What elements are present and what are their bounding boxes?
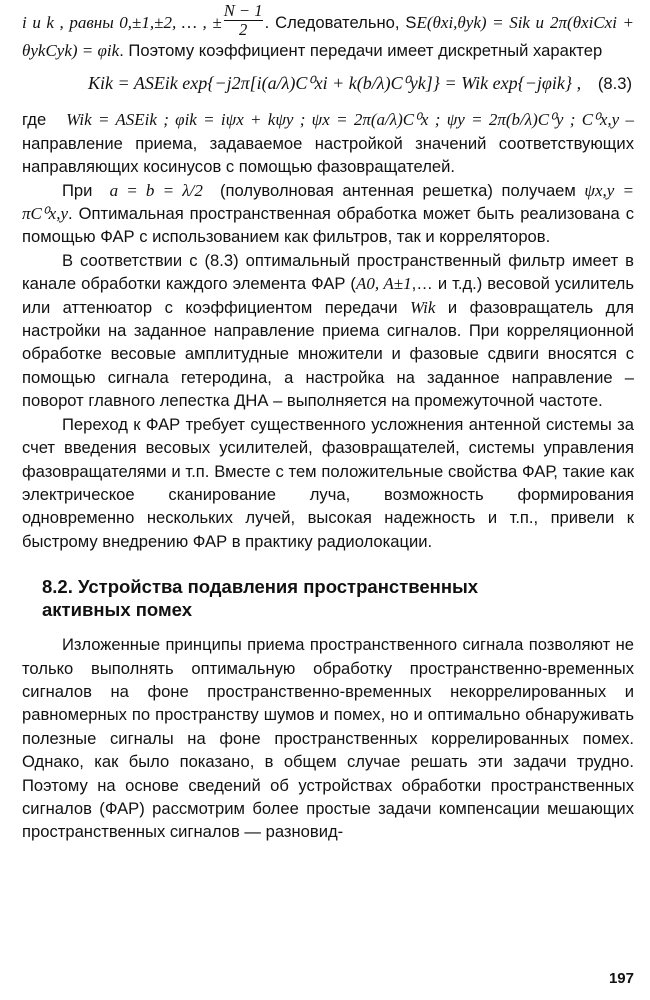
paragraph-where [22, 108, 634, 178]
fraction-denominator: 2 [224, 20, 263, 39]
paragraph-text: . Поэтому коэффициент передачи имеет дискретный характер [119, 41, 603, 60]
paragraph-accordance [22, 249, 634, 413]
accordance-math-1: A0, A±1 [355, 274, 412, 294]
paragraph-text: . Следовательно, S [264, 12, 417, 32]
paragraph-indices [22, 1, 634, 62]
page-number: 197 [608, 969, 634, 987]
where-math: Wik = ASEik ; φik = iψx + kψy ; ψx = 2π(a/λ)C⁰x ; ψy = 2π(b/λ)C⁰y ; C⁰x,y – [66, 110, 634, 130]
section-heading [42, 575, 634, 621]
section-heading-line-2: активных помех [42, 599, 193, 621]
s-equation: E(θxi,θyk) = Sik и [416, 12, 545, 32]
where-text: направление приема, задаваемое настройкой значений соответствующих направляющих косинусов с помощью фазовращателей. [22, 133, 634, 177]
formula-8-3 [22, 64, 634, 104]
accordance-math-2: Wik [409, 297, 436, 317]
paragraph-transition: Переход к ФАР требует существенного усложнения антенной системы за счет введения весовых усилителей, фазовращателей, системы управления фазовращателями и т.п. Вместе с тем положительные свойства ФАР, такие как электрическое сканирование луча, возможность формирования одновременно нескольких лучей, высокая надежность и т.п., привели к быстрому внедрению ФАР в практику радиолокации. [22, 414, 634, 551]
halfwave-text: (полуволновая антенная решетка) получаем [220, 180, 576, 200]
indices-math: i и k , равны 0,±1,±2, … , ± [22, 12, 222, 32]
accordance-text-2: ,… и т.д.) весовой усилитель или аттенюатор с коэффициентом передачи [22, 274, 634, 317]
paragraph-section: Изложенные принципы приема пространственного сигнала позволяют не только выполнять оптимальную обработку пространственно-временных сигналов на фоне пространственно-временных некоррелированных и равномерных по пространству шумов и помех, но и оптимально обнаруживать полезные сигналы на фоне пространственных коррелированных помех. Однако, как было показано, в общем случае решать эти задачи трудно. Поэтому на основе сведений об устройствах обработки пространственных сигналов (ФАР) рассмотрим более простые задачи компенсации мешающих пространственных сигналов — разновид- [22, 635, 634, 842]
psi-math: ψx,y = πC⁰x,y [22, 180, 634, 224]
accordance-text-3: и фазовращатель для настройки на заданное направление приема сигналов. При корреляционной обработке весовые амплитудные множители и фазовые сдвиги вносятся с помощью сигнала гетеродина, а настройка на заданное направление – поворот главного лепестка ДНА – выполняется на промежуточной частоте. [22, 297, 634, 411]
halfwave-text-2: . Оптимальная пространственная обработка может быть реализована с помощью ФАР с использованием как фильтров, так и корреляторов. [22, 204, 634, 247]
paragraph-halfwave [22, 179, 634, 249]
page-text [22, 1, 634, 844]
where-label: где [22, 110, 47, 130]
section-heading-line-1: 8.2. Устройства подавления пространственных [42, 576, 479, 598]
formula-expression: Kik = ASEik exp{−j2π[i(a/λ)C⁰xi + k(b/λ)C⁰yk]} = Wik exp{−jφik} , [88, 73, 582, 94]
formula-number: (8.3) [597, 74, 632, 94]
halfwave-start: При [62, 180, 93, 200]
accordance-text-1: В соответствии с (8.3) оптимальный пространственный фильтр имеет в канале обработки каждого элемента ФАР ( [22, 250, 634, 294]
fraction-numerator: N − 1 [223, 1, 263, 20]
halfwave-math: a = b = λ/2 [109, 180, 203, 200]
phase-equation: 2π(θxiCxi + θykCyk) = φik [22, 12, 634, 60]
fraction [224, 2, 263, 39]
